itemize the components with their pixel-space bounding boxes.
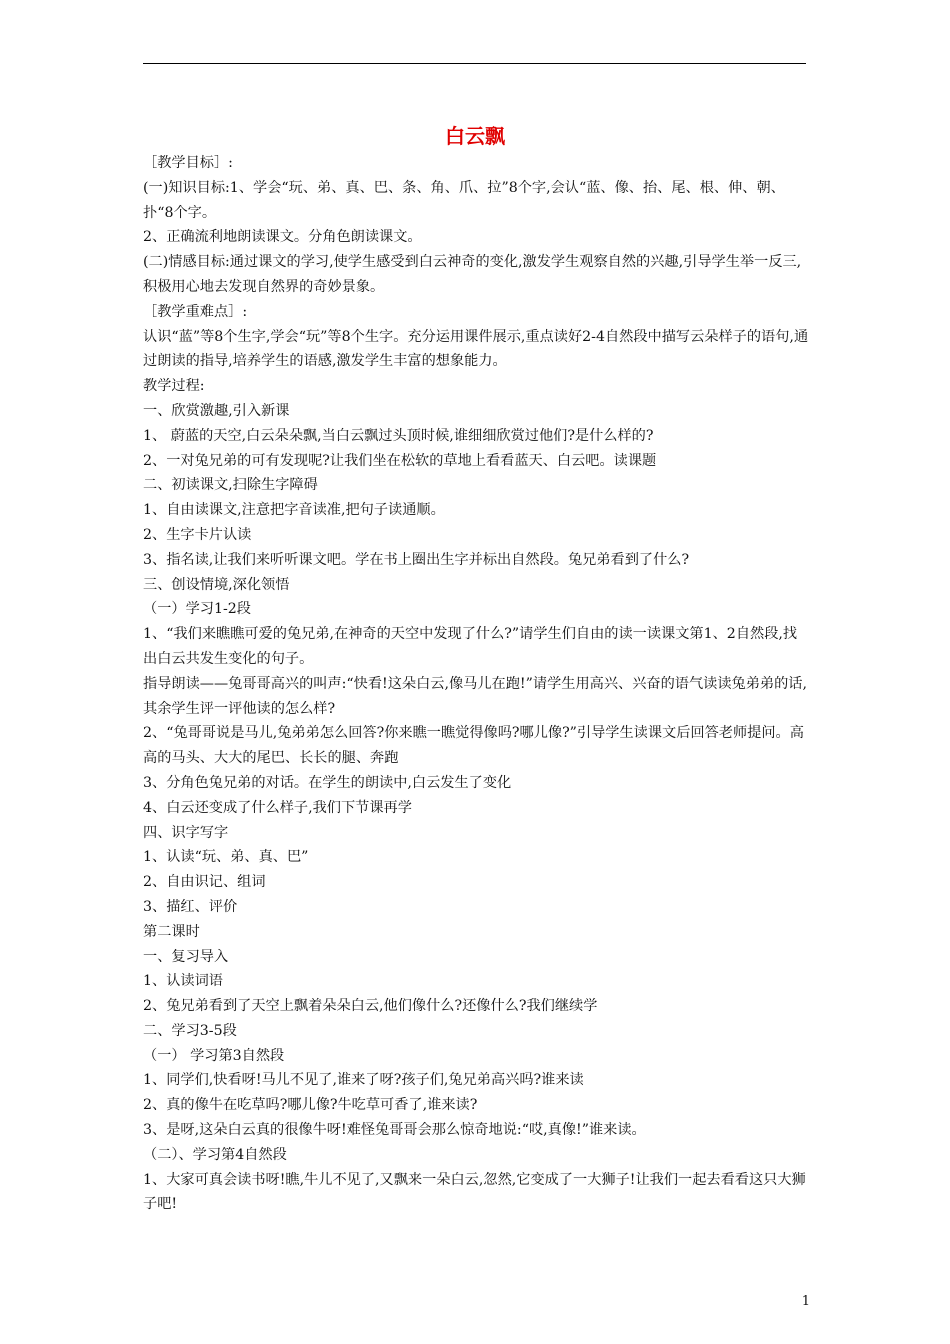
body-line: （二）、学习第4自然段: [143, 1146, 287, 1163]
body-line: 2、生字卡片认读: [143, 526, 252, 543]
body-line: 1、自由读课文,注意把字音读准,把句子读通顺。: [143, 502, 445, 519]
body-line: 2、一对兔兄弟的可有发现呢?让我们坐在松软的草地上看看蓝天、白云吧。读课题: [143, 452, 657, 469]
document-title: 白云飘: [445, 124, 505, 148]
body-line: 2、兔兄弟看到了天空上飘着朵朵白云,他们像什么?还像什么?我们继续学: [143, 998, 598, 1015]
body-line: 1、认读“玩、弟、真、巴”: [143, 849, 309, 866]
page-number: 1: [801, 1294, 810, 1309]
body-line: 二、学习3-5段: [143, 1022, 237, 1039]
body-line: （一）学习1-2段: [143, 601, 251, 618]
body-line: 2、自由识记、组词: [143, 874, 266, 891]
body-line: 二、初读课文,扫除生字障碍: [143, 477, 318, 494]
body-line: 1、同学们,快看呀!马儿不见了,谁来了呀?孩子们,兔兄弟高兴吗?谁来读: [143, 1072, 584, 1089]
document-body: [143, 151, 811, 1217]
body-line: ［教学重难点］:: [143, 303, 248, 320]
body-line: 3、是呀,这朵白云真的很像牛呀!难怪兔哥哥会那么惊奇地说:“哎,真像!”谁来读。: [143, 1122, 646, 1139]
body-line: 3、指名读,让我们来听听课文吧。学在书上圈出生字并标出自然段。兔兄弟看到了什么?: [143, 551, 690, 568]
body-line: 2、真的像牛在吃草吗?哪儿像?牛吃草可香了,谁来读?: [143, 1097, 478, 1114]
body-line: 第二课时: [143, 923, 200, 940]
body-line: 3、描红、评价: [143, 898, 238, 915]
body-line: 2、正确流利地朗读课文。分角色朗读课文。: [143, 229, 422, 246]
body-line: 三、创设情境,深化领悟: [143, 576, 290, 593]
header-rule: [143, 63, 806, 64]
body-line: 1、认读词语: [143, 973, 223, 990]
body-line: 四、识字写字: [143, 824, 229, 841]
body-line: 2、“兔哥哥说是马儿,兔弟弟怎么回答?你来瞧一瞧觉得像吗?哪儿像?”引导学生读课文后回答老师提问。高高的马头、大大的尾巴、长长的腿、奔跑: [143, 725, 804, 767]
body-line: （一） 学习第3自然段: [143, 1047, 285, 1064]
body-line: 一、欣赏激趣,引入新课: [143, 402, 290, 419]
body-line: (一)知识目标:1、学会“玩、弟、真、巴、条、角、爪、拉”8个字,会认“蓝、像、抬、尾、根、伸、朝、扑“8个字。: [143, 179, 785, 221]
body-line: (二)情感目标:通过课文的学习,使学生感受到白云神奇的变化,激发学生观察自然的兴趣,引导学生举一反三,积极用心地去发现自然界的奇妙景象。: [143, 254, 802, 295]
body-line: 1、大家可真会读书呀!瞧,牛儿不见了,又飘来一朵白云,忽然,它变成了一大狮子!让我们一起去看看这只大狮子吧!: [143, 1171, 806, 1213]
body-line: ［教学目标］:: [143, 155, 233, 171]
body-line: 4、白云还变成了什么样子,我们下节课再学: [143, 799, 412, 816]
body-line: 教学过程:: [143, 378, 205, 395]
body-line: 1、“我们来瞧瞧可爱的兔兄弟,在神奇的天空中发现了什么?”请学生们自由的读一读课文第1、2自然段,找出白云共发生变化的句子。: [143, 626, 798, 667]
body-line: 一、复习导入: [143, 948, 229, 965]
body-line: 1、 蔚蓝的天空,白云朵朵飘,当白云飘过头顶时候,谁细细欣赏过他们?是什么样的?: [143, 427, 654, 444]
body-line: 指导朗读——兔哥哥高兴的叫声:“快看!这朵白云,像马儿在跑!”请学生用高兴、兴奋的语气读读兔弟弟的话,其余学生评一评他读的怎么样?: [143, 675, 807, 717]
body-line: 认识“蓝”等8个生字,学会“玩”等8个生字。充分运用课件展示,重点读好2-4自然段中描写云朵样子的语句,通过朗读的指导,培养学生的语感,激发学生丰富的想象能力。: [143, 328, 809, 370]
body-line: 3、分角色兔兄弟的对话。在学生的朗读中,白云发生了变化: [143, 774, 512, 791]
